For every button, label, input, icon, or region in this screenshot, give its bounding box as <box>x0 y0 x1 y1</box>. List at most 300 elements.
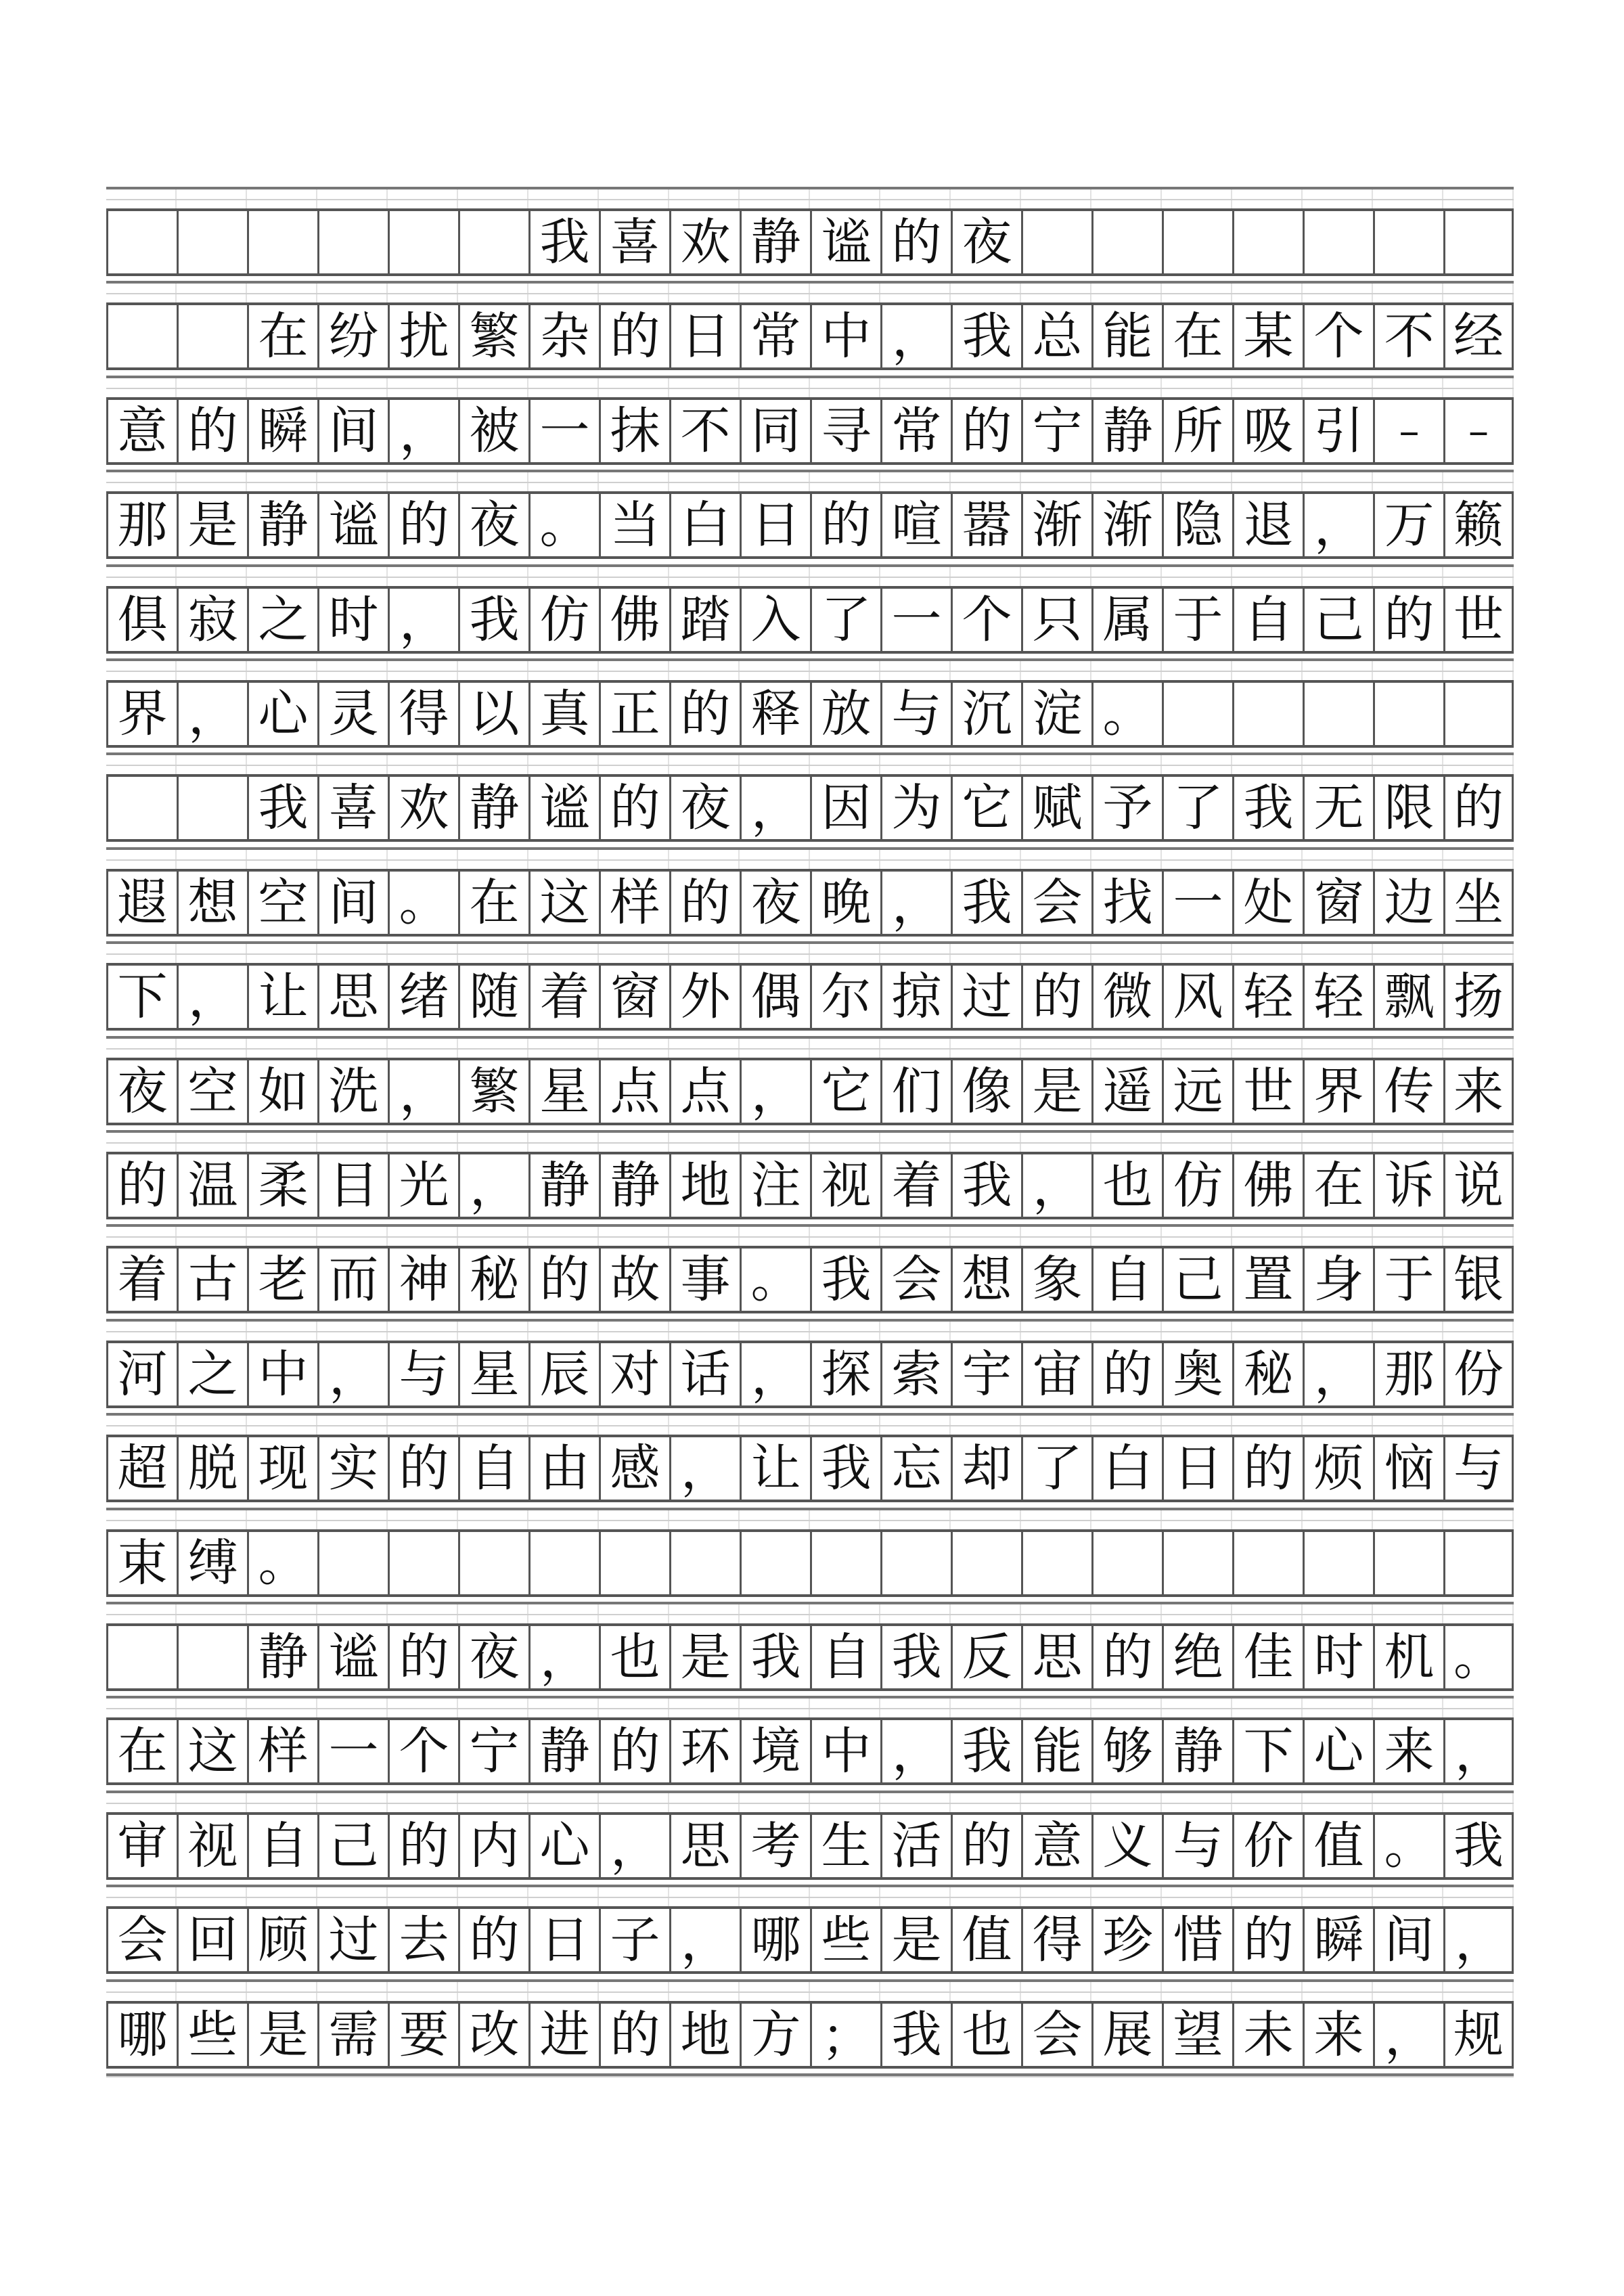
character-cell: ， <box>1443 1909 1514 1971</box>
grid-gap-band <box>106 281 1514 302</box>
character-cell: ， <box>177 683 247 745</box>
character-cell: 奥 <box>1162 1343 1232 1405</box>
character-cell: 夜 <box>669 777 740 839</box>
empty-cell <box>528 1532 599 1594</box>
character-cell: 的 <box>1021 966 1091 1028</box>
character-cell: 以 <box>458 683 528 745</box>
character-cell: 赋 <box>1021 777 1091 839</box>
character-cell: 了 <box>1021 1437 1091 1500</box>
character-cell: 找 <box>1091 872 1162 934</box>
character-cell: ， <box>740 1060 810 1123</box>
character-cell: 自 <box>1232 589 1303 651</box>
grid-gap-band <box>106 1130 1514 1152</box>
character-cell: 意 <box>1021 1815 1091 1877</box>
empty-cell <box>458 211 528 273</box>
grid-gap-band <box>106 1602 1514 1623</box>
character-cell: 日 <box>1162 1437 1232 1500</box>
character-cell: 而 <box>317 1248 388 1311</box>
character-cell: 晚 <box>810 872 880 934</box>
character-cell: 隐 <box>1162 494 1232 556</box>
title-character-cell: 的 <box>880 211 951 273</box>
character-cell: 我 <box>810 1248 880 1311</box>
character-cell: 俱 <box>106 589 177 651</box>
text-row <box>106 586 1514 654</box>
character-cell: ， <box>599 1815 669 1877</box>
character-cell: 份 <box>1443 1343 1514 1405</box>
empty-cell <box>458 1532 528 1594</box>
character-cell: ， <box>458 1154 528 1217</box>
character-cell: 神 <box>388 1248 458 1311</box>
character-cell: 嚣 <box>951 494 1021 556</box>
character-cell: 去 <box>388 1909 458 1971</box>
character-cell: 在 <box>1162 305 1232 367</box>
character-cell: 常 <box>880 400 951 462</box>
character-cell: 方 <box>740 2004 810 2066</box>
character-cell: ， <box>1303 494 1373 556</box>
character-cell: 在 <box>106 1720 177 1782</box>
character-cell: 夜 <box>458 1626 528 1688</box>
character-cell: ， <box>669 1909 740 1971</box>
character-cell: 远 <box>1162 1060 1232 1123</box>
character-cell: 会 <box>880 1248 951 1311</box>
character-cell: 入 <box>740 589 810 651</box>
grid-gap-band <box>106 1508 1514 1529</box>
empty-cell <box>1091 211 1162 273</box>
empty-cell <box>1373 211 1443 273</box>
grid-gap-band <box>106 564 1514 586</box>
empty-cell <box>599 1532 669 1594</box>
character-cell: 扬 <box>1443 966 1514 1028</box>
character-cell: 义 <box>1091 1815 1162 1877</box>
empty-cell <box>1162 683 1232 745</box>
character-cell: 外 <box>669 966 740 1028</box>
character-cell: 籁 <box>1443 494 1514 556</box>
character-cell: 是 <box>1021 1060 1091 1123</box>
character-cell: 了 <box>810 589 880 651</box>
character-cell: 恼 <box>1373 1437 1443 1500</box>
character-cell: 宁 <box>458 1720 528 1782</box>
character-cell: 同 <box>740 400 810 462</box>
character-cell: 改 <box>458 2004 528 2066</box>
character-cell: ， <box>1373 2004 1443 2066</box>
grid-gap-band <box>106 752 1514 774</box>
character-cell: 经 <box>1443 305 1514 367</box>
empty-cell <box>951 1532 1021 1594</box>
title-row <box>106 208 1514 276</box>
character-cell: 考 <box>740 1815 810 1877</box>
character-cell: 夜 <box>458 494 528 556</box>
empty-cell <box>1232 1532 1303 1594</box>
character-cell: 。 <box>740 1248 810 1311</box>
character-cell: 话 <box>669 1343 740 1405</box>
character-cell: 哪 <box>106 2004 177 2066</box>
character-cell: 它 <box>951 777 1021 839</box>
character-cell: ， <box>528 1626 599 1688</box>
character-cell: 静 <box>458 777 528 839</box>
character-cell: 的 <box>599 305 669 367</box>
text-row <box>106 963 1514 1031</box>
character-cell: 的 <box>951 1815 1021 1877</box>
character-cell: 尔 <box>810 966 880 1028</box>
empty-cell <box>388 1532 458 1594</box>
character-cell: 轻 <box>1232 966 1303 1028</box>
character-cell: 这 <box>177 1720 247 1782</box>
character-cell: 点 <box>669 1060 740 1123</box>
character-cell: 银 <box>1443 1248 1514 1311</box>
character-cell: 空 <box>247 872 317 934</box>
character-cell: 杂 <box>528 305 599 367</box>
empty-cell <box>106 1626 177 1688</box>
character-cell: 限 <box>1373 777 1443 839</box>
character-cell: 要 <box>388 2004 458 2066</box>
character-cell: 由 <box>528 1437 599 1500</box>
character-cell: 在 <box>458 872 528 934</box>
character-cell: 辰 <box>528 1343 599 1405</box>
character-cell: 遐 <box>106 872 177 934</box>
character-cell: 自 <box>1091 1248 1162 1311</box>
character-cell: 宇 <box>951 1343 1021 1405</box>
character-cell: 心 <box>528 1815 599 1877</box>
text-row <box>106 680 1514 748</box>
character-cell: 静 <box>528 1154 599 1217</box>
character-cell: 现 <box>247 1437 317 1500</box>
character-cell: 过 <box>317 1909 388 1971</box>
character-cell: 光 <box>388 1154 458 1217</box>
character-cell: 的 <box>106 1154 177 1217</box>
character-cell: ， <box>388 400 458 462</box>
character-cell: 放 <box>810 683 880 745</box>
grid-gap-band <box>106 1885 1514 1906</box>
grid-gap-band <box>106 1413 1514 1435</box>
character-cell: 目 <box>317 1154 388 1217</box>
character-cell: 静 <box>247 1626 317 1688</box>
text-row <box>106 1717 1514 1785</box>
character-cell: 视 <box>810 1154 880 1217</box>
character-cell: 值 <box>951 1909 1021 1971</box>
character-cell: 吸 <box>1232 400 1303 462</box>
character-cell: 审 <box>106 1815 177 1877</box>
character-cell: 实 <box>317 1437 388 1500</box>
character-cell: 我 <box>951 1720 1021 1782</box>
character-cell: 缚 <box>177 1532 247 1594</box>
empty-cell <box>106 211 177 273</box>
character-cell: 内 <box>458 1815 528 1877</box>
character-cell: 视 <box>177 1815 247 1877</box>
character-cell: 渐 <box>1091 494 1162 556</box>
character-cell: ， <box>740 777 810 839</box>
character-cell: 洗 <box>317 1060 388 1123</box>
empty-cell <box>1373 683 1443 745</box>
character-cell: 属 <box>1091 589 1162 651</box>
text-row <box>106 1246 1514 1313</box>
character-cell: 掠 <box>880 966 951 1028</box>
character-cell: 我 <box>951 305 1021 367</box>
character-cell: 我 <box>740 1626 810 1688</box>
character-cell: 扰 <box>388 305 458 367</box>
character-cell: 古 <box>177 1248 247 1311</box>
character-cell: 环 <box>669 1720 740 1782</box>
grid-bottom-line <box>106 2073 1514 2076</box>
character-cell: 万 <box>1373 494 1443 556</box>
character-cell: 望 <box>1162 2004 1232 2066</box>
character-cell: 释 <box>740 683 810 745</box>
character-cell: 反 <box>951 1626 1021 1688</box>
character-cell: 老 <box>247 1248 317 1311</box>
character-cell: 珍 <box>1091 1909 1162 1971</box>
character-cell: 事 <box>669 1248 740 1311</box>
character-cell: 活 <box>880 1815 951 1877</box>
character-cell: 星 <box>458 1343 528 1405</box>
character-cell: 河 <box>106 1343 177 1405</box>
character-cell: 心 <box>1303 1720 1373 1782</box>
character-cell: 是 <box>880 1909 951 1971</box>
character-cell: 于 <box>1373 1248 1443 1311</box>
character-cell: 。 <box>1373 1815 1443 1877</box>
empty-cell <box>1021 1532 1091 1594</box>
character-cell: 秘 <box>1232 1343 1303 1405</box>
character-cell: 诉 <box>1373 1154 1443 1217</box>
character-cell: 我 <box>1232 777 1303 839</box>
character-cell: 子 <box>599 1909 669 1971</box>
text-row <box>106 1435 1514 1502</box>
empty-cell <box>177 1626 247 1688</box>
character-cell: 夜 <box>740 872 810 934</box>
character-cell: 下 <box>1232 1720 1303 1782</box>
character-cell: 谧 <box>317 494 388 556</box>
character-cell: ， <box>1303 1343 1373 1405</box>
character-cell: 我 <box>951 1154 1021 1217</box>
character-cell: 着 <box>106 1248 177 1311</box>
character-cell: 。 <box>528 494 599 556</box>
character-cell: 世 <box>1232 1060 1303 1123</box>
character-cell: 宙 <box>1021 1343 1091 1405</box>
character-cell: 的 <box>669 872 740 934</box>
grid-gap-band <box>106 1036 1514 1058</box>
character-cell: 如 <box>247 1060 317 1123</box>
character-cell: 的 <box>458 1909 528 1971</box>
character-cell: 与 <box>880 683 951 745</box>
empty-cell <box>388 211 458 273</box>
character-cell: 风 <box>1162 966 1232 1028</box>
character-cell: 只 <box>1021 589 1091 651</box>
character-cell: 白 <box>1091 1437 1162 1500</box>
character-cell: 瞬 <box>247 400 317 462</box>
character-cell: 佛 <box>599 589 669 651</box>
character-cell: 样 <box>247 1720 317 1782</box>
character-cell: 之 <box>177 1343 247 1405</box>
character-cell: 一 <box>317 1720 388 1782</box>
character-cell: 个 <box>388 1720 458 1782</box>
character-cell: 无 <box>1303 777 1373 839</box>
empty-cell <box>880 1532 951 1594</box>
character-cell: 的 <box>1443 777 1514 839</box>
grid-gap-band <box>106 1979 1514 2001</box>
character-cell: 世 <box>1443 589 1514 651</box>
character-cell: 注 <box>740 1154 810 1217</box>
grid-gap-band <box>106 1791 1514 1812</box>
character-cell: 下 <box>106 966 177 1028</box>
character-cell: 界 <box>106 683 177 745</box>
character-cell: 心 <box>247 683 317 745</box>
character-cell: 空 <box>177 1060 247 1123</box>
character-cell: 在 <box>247 305 317 367</box>
character-cell: 自 <box>810 1626 880 1688</box>
character-cell: 被 <box>458 400 528 462</box>
character-cell: 境 <box>740 1720 810 1782</box>
character-cell: 会 <box>1021 872 1091 934</box>
character-cell: 一 <box>880 589 951 651</box>
text-row <box>106 302 1514 370</box>
empty-cell <box>1162 1532 1232 1594</box>
character-cell: 欢 <box>388 777 458 839</box>
character-cell: 来 <box>1443 1060 1514 1123</box>
character-cell: 己 <box>1303 589 1373 651</box>
character-cell: 喧 <box>880 494 951 556</box>
character-cell: 某 <box>1232 305 1303 367</box>
empty-cell <box>1091 1532 1162 1594</box>
character-cell: 我 <box>458 589 528 651</box>
character-cell: 感 <box>599 1437 669 1500</box>
character-cell: 纷 <box>317 305 388 367</box>
character-cell: 白 <box>669 494 740 556</box>
character-cell: 随 <box>458 966 528 1028</box>
character-cell: 。 <box>247 1532 317 1594</box>
character-cell: 未 <box>1232 2004 1303 2066</box>
character-cell: 的 <box>599 2004 669 2066</box>
character-cell: 的 <box>177 400 247 462</box>
character-cell: 己 <box>1162 1248 1232 1311</box>
character-cell: 生 <box>810 1815 880 1877</box>
character-cell: 我 <box>1443 1815 1514 1877</box>
character-cell: 来 <box>1303 2004 1373 2066</box>
character-cell: 烦 <box>1303 1437 1373 1500</box>
character-cell: 够 <box>1091 1720 1162 1782</box>
empty-cell <box>1021 211 1091 273</box>
character-cell: 微 <box>1091 966 1162 1028</box>
character-cell: 置 <box>1232 1248 1303 1311</box>
character-cell: – <box>1443 400 1514 462</box>
character-cell: 值 <box>1303 1815 1373 1877</box>
character-cell: 瞬 <box>1303 1909 1373 1971</box>
character-cell: 来 <box>1373 1720 1443 1782</box>
character-cell: 与 <box>1162 1815 1232 1877</box>
character-cell: 真 <box>528 683 599 745</box>
text-row <box>106 1529 1514 1597</box>
character-cell: 寻 <box>810 400 880 462</box>
character-cell: 束 <box>106 1532 177 1594</box>
character-cell: 思 <box>669 1815 740 1877</box>
character-cell: 灵 <box>317 683 388 745</box>
character-cell: 着 <box>880 1154 951 1217</box>
character-cell: ， <box>388 589 458 651</box>
character-cell: – <box>1373 400 1443 462</box>
character-cell: 规 <box>1443 2004 1514 2066</box>
character-cell: 所 <box>1162 400 1232 462</box>
character-cell: 为 <box>880 777 951 839</box>
character-cell: 我 <box>880 1626 951 1688</box>
character-cell: 也 <box>951 2004 1021 2066</box>
character-cell: 静 <box>1091 400 1162 462</box>
text-row <box>106 397 1514 465</box>
character-cell: 让 <box>740 1437 810 1500</box>
character-cell: 会 <box>106 1909 177 1971</box>
character-cell: 窗 <box>599 966 669 1028</box>
character-cell: 会 <box>1021 2004 1091 2066</box>
grid-gap-band <box>106 847 1514 869</box>
empty-cell <box>177 211 247 273</box>
character-cell: 展 <box>1091 2004 1162 2066</box>
character-cell: 偶 <box>740 966 810 1028</box>
empty-cell <box>1232 211 1303 273</box>
empty-cell <box>177 305 247 367</box>
empty-cell <box>177 777 247 839</box>
character-cell: 意 <box>106 400 177 462</box>
character-cell: 坐 <box>1443 872 1514 934</box>
character-cell: 了 <box>1162 777 1232 839</box>
text-row <box>106 1058 1514 1125</box>
character-cell: 窗 <box>1303 872 1373 934</box>
character-cell: 喜 <box>317 777 388 839</box>
text-row <box>106 1623 1514 1691</box>
title-character-cell: 静 <box>740 211 810 273</box>
character-cell: 中 <box>247 1343 317 1405</box>
character-cell: 的 <box>1091 1343 1162 1405</box>
character-cell: 超 <box>106 1437 177 1500</box>
text-row <box>106 491 1514 559</box>
character-cell: 想 <box>951 1248 1021 1311</box>
character-cell: 我 <box>951 872 1021 934</box>
character-cell: 繁 <box>458 1060 528 1123</box>
character-cell: 能 <box>1021 1720 1091 1782</box>
character-cell: 样 <box>599 872 669 934</box>
character-cell: 思 <box>317 966 388 1028</box>
character-cell: 这 <box>528 872 599 934</box>
character-cell: 沉 <box>951 683 1021 745</box>
character-cell: 佛 <box>1232 1154 1303 1217</box>
character-cell: 的 <box>669 683 740 745</box>
character-cell: 的 <box>1232 1909 1303 1971</box>
character-cell: 是 <box>177 494 247 556</box>
character-cell: ， <box>880 1720 951 1782</box>
title-character-cell: 夜 <box>951 211 1021 273</box>
title-character-cell: 喜 <box>599 211 669 273</box>
grid-gap-band <box>106 376 1514 397</box>
character-cell: 我 <box>810 1437 880 1500</box>
character-cell: 渐 <box>1021 494 1091 556</box>
character-cell: 些 <box>177 2004 247 2066</box>
character-cell: 的 <box>810 494 880 556</box>
character-cell: 日 <box>528 1909 599 1971</box>
text-row <box>106 2001 1514 2069</box>
character-cell: 些 <box>810 1909 880 1971</box>
character-cell: ， <box>880 872 951 934</box>
character-cell: 予 <box>1091 777 1162 839</box>
character-cell: 进 <box>528 2004 599 2066</box>
character-cell: ， <box>1443 1720 1514 1782</box>
character-cell: 地 <box>669 1154 740 1217</box>
character-cell: 的 <box>951 400 1021 462</box>
character-cell: 静 <box>599 1154 669 1217</box>
character-cell: 之 <box>247 589 317 651</box>
character-cell: 自 <box>247 1815 317 1877</box>
text-row <box>106 869 1514 937</box>
empty-cell <box>1232 683 1303 745</box>
character-cell: 们 <box>880 1060 951 1123</box>
character-cell: 的 <box>1232 1437 1303 1500</box>
character-cell: 引 <box>1303 400 1373 462</box>
empty-cell <box>1443 683 1514 745</box>
character-cell: 仿 <box>1162 1154 1232 1217</box>
